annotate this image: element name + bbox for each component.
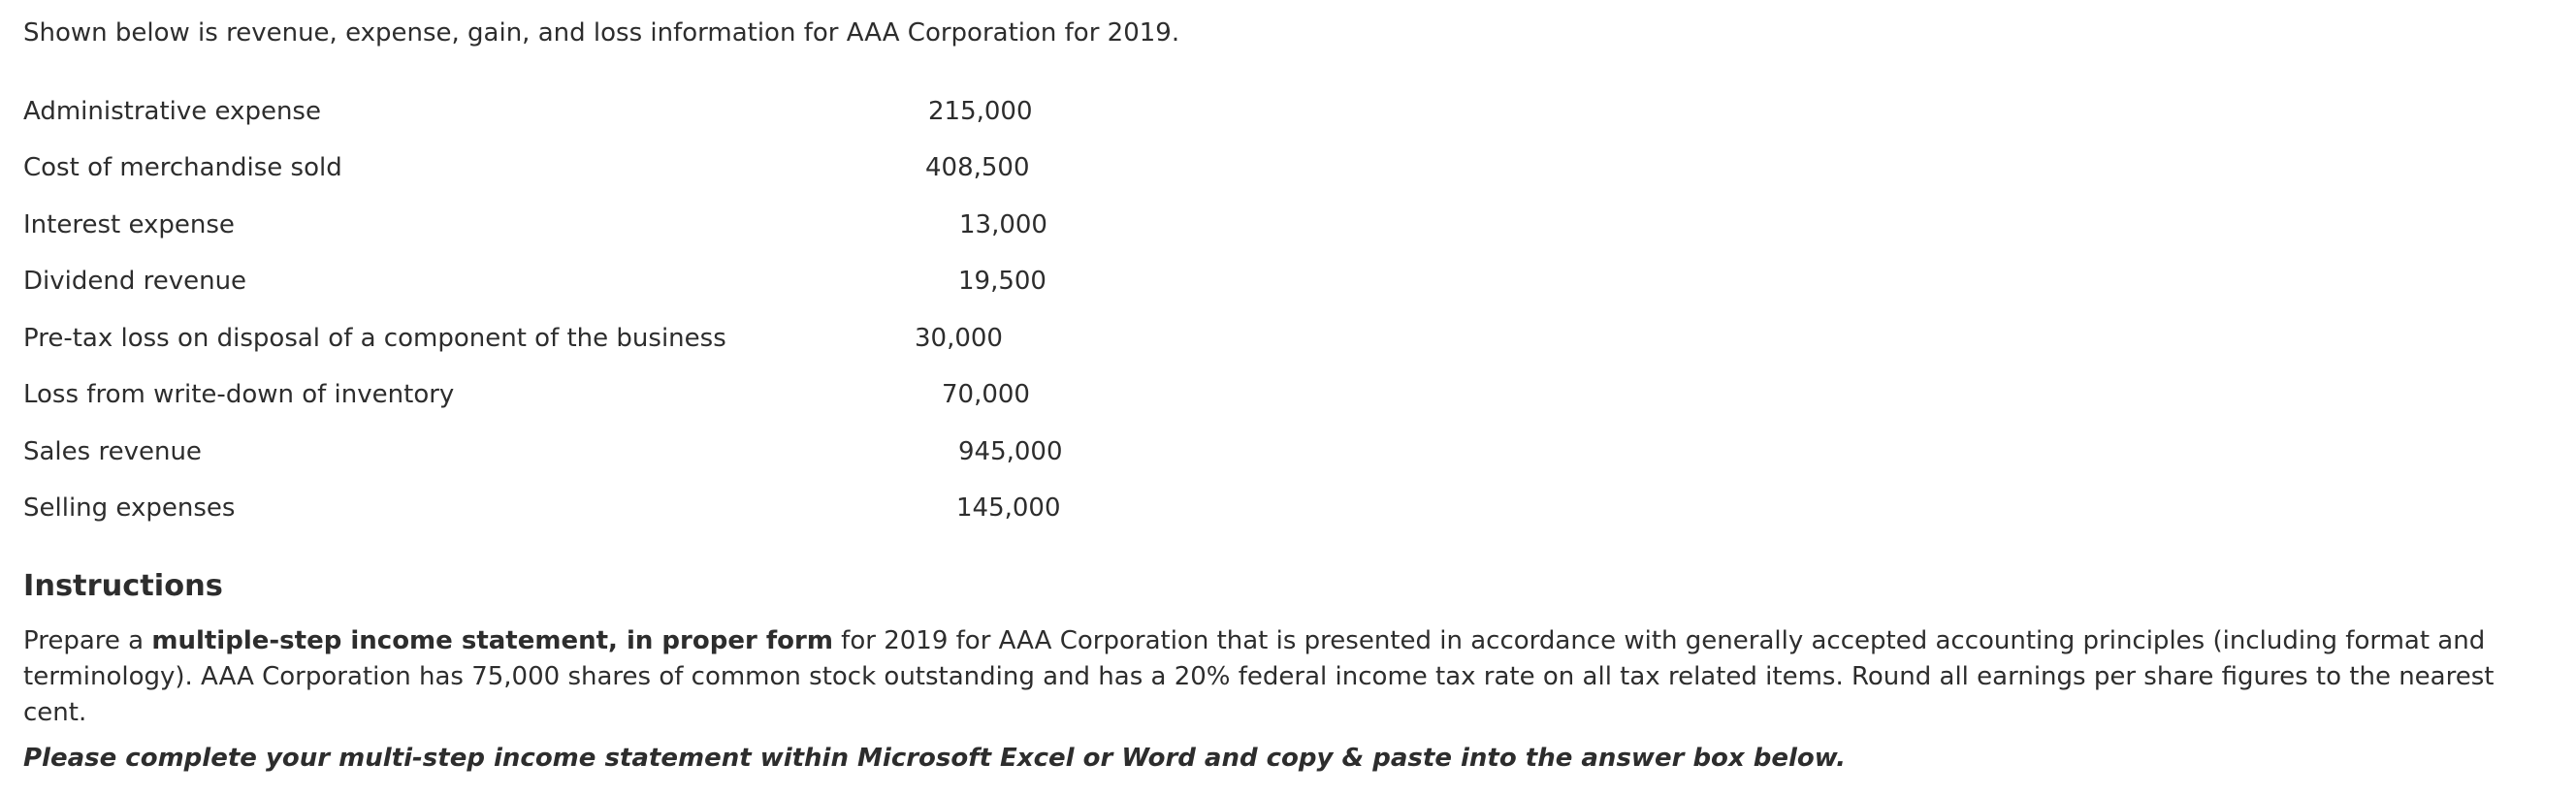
- item-label: Administrative expense: [23, 97, 321, 126]
- item-label: Selling expenses: [23, 493, 236, 523]
- instructions-text-start: Prepare a: [23, 626, 152, 655]
- item-amount: 19,500: [958, 267, 1046, 296]
- line-item-sales-revenue: [23, 432, 1187, 471]
- item-amount: 945,000: [958, 437, 1063, 466]
- instructions-text-end: for 2019 for AAA Corporation that is presented in accordance with generally accepted accounting principles (including format and terminology). AAA Corporation has 75,000 shares of common stock outstanding and has a 20% federal income tax rate on all tax related items. Round all earnings per share figures to the nearest cent.: [23, 626, 2495, 727]
- item-amount: 145,000: [956, 493, 1061, 523]
- instructions-paragraph: [23, 623, 2555, 731]
- line-item-loss-from-write-down: [23, 375, 1187, 414]
- item-amount: 408,500: [925, 153, 1030, 182]
- line-item-interest-expense: [23, 206, 1187, 244]
- line-item-selling-expenses: [23, 489, 1187, 527]
- item-amount: 30,000: [915, 324, 1003, 353]
- item-label: Loss from write-down of inventory: [23, 380, 455, 409]
- item-label: Sales revenue: [23, 437, 202, 466]
- item-label: Dividend revenue: [23, 267, 247, 296]
- completion-note: Please complete your multi-step income statement within Microsoft Excel or Word and copy & paste into the answer box below.: [23, 744, 1846, 773]
- item-amount: 215,000: [928, 97, 1033, 126]
- item-label: Pre-tax loss on disposal of a component of the business: [23, 324, 726, 353]
- line-item-administrative-expense: [23, 92, 1187, 131]
- line-item-cost-of-merchandise-sold: [23, 148, 1187, 187]
- item-label: Interest expense: [23, 210, 235, 239]
- item-label: Cost of merchandise sold: [23, 153, 342, 182]
- item-amount: 13,000: [959, 210, 1047, 239]
- line-item-dividend-revenue: [23, 262, 1187, 301]
- intro-text: Shown below is revenue, expense, gain, and loss information for AAA Corporation for 2019.: [23, 18, 1180, 48]
- line-item-pre-tax-loss-on-disposal: [23, 319, 1187, 358]
- instructions-heading: Instructions: [23, 569, 223, 603]
- instructions-emphasis: multiple-step income statement, in proper form: [151, 626, 833, 655]
- item-amount: 70,000: [942, 380, 1030, 409]
